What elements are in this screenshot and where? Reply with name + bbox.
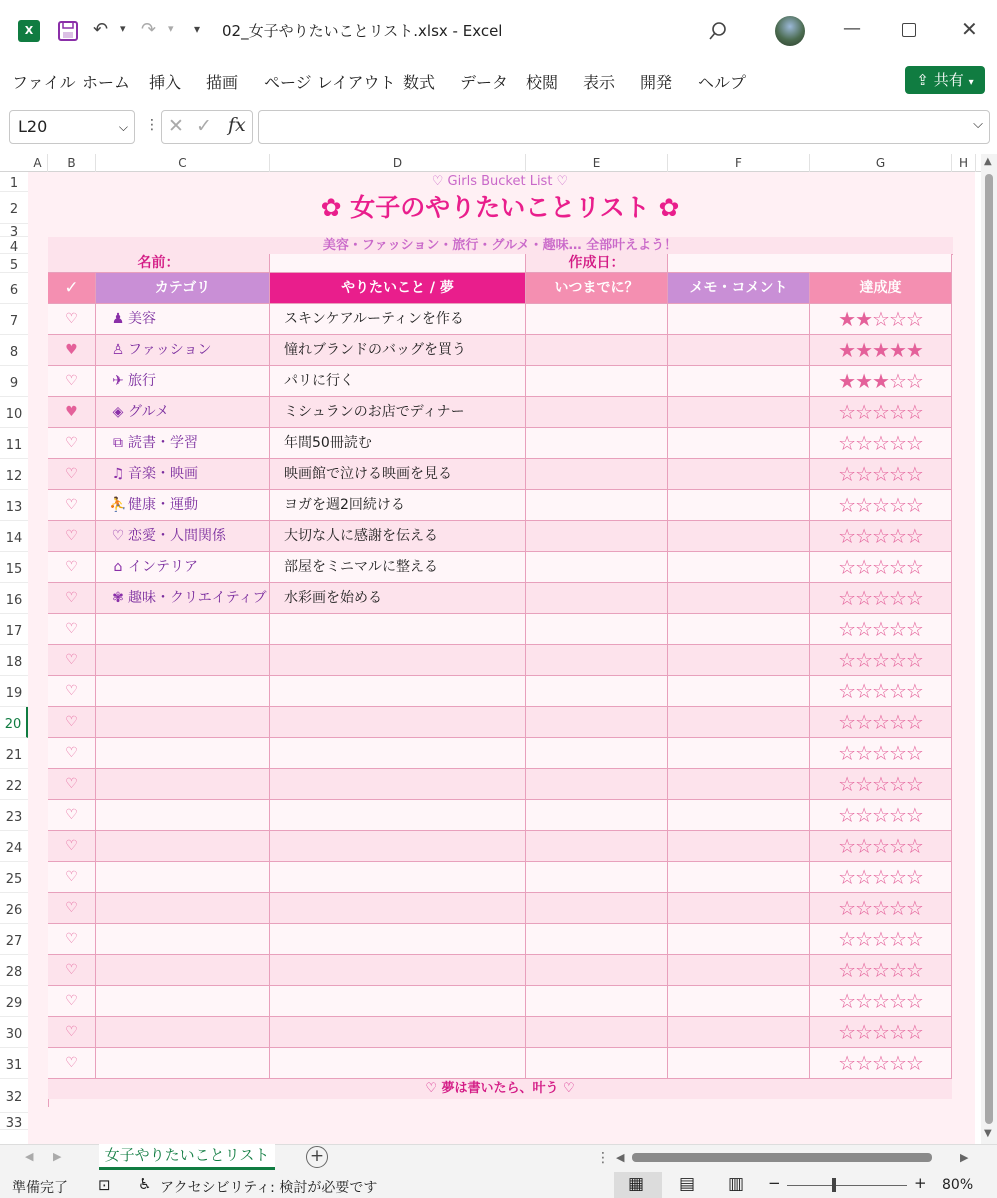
check-heart-icon[interactable]: ♡ (48, 862, 96, 893)
memo-cell[interactable] (668, 552, 810, 583)
formula-tools (161, 110, 253, 144)
footer-message[interactable]: ♡ 夢は書いたら、叶う ♡ (48, 1079, 952, 1099)
category-cell[interactable] (96, 800, 270, 831)
check-heart-icon[interactable]: ♡ (48, 1017, 96, 1048)
hscroll-right-icon[interactable]: ▶ (960, 1151, 969, 1164)
dream-cell[interactable] (270, 862, 526, 893)
row-headers (0, 172, 28, 1144)
deadline-cell[interactable] (526, 738, 668, 769)
progress-stars[interactable]: ☆☆☆☆☆ (810, 459, 952, 490)
category-cell[interactable] (96, 521, 270, 552)
category-cell[interactable] (96, 614, 270, 645)
row-header[interactable]: 12 (0, 459, 28, 490)
row-header[interactable]: 1 (0, 172, 28, 192)
minimize-icon[interactable]: — (843, 18, 861, 39)
progress-stars[interactable]: ☆☆☆☆☆ (810, 924, 952, 955)
check-heart-icon[interactable]: ♡ (48, 552, 96, 583)
header-category[interactable]: カテゴリ (96, 273, 270, 304)
share-button[interactable]: ⇪ 共有 ▾ (905, 66, 985, 94)
header-dream[interactable]: やりたいこと / 夢 (270, 273, 526, 304)
column-header[interactable]: H (952, 154, 976, 172)
check-heart-icon[interactable]: ♥ (48, 397, 96, 428)
dream-cell[interactable]: ヨガを週2回続ける (270, 490, 526, 521)
search-icon[interactable] (708, 21, 728, 41)
check-heart-icon[interactable]: ♡ (48, 769, 96, 800)
row-header[interactable]: 11 (0, 428, 28, 459)
scroll-up-icon[interactable]: ▲ (984, 156, 992, 167)
hscroll-left-icon[interactable]: ◀ (616, 1151, 625, 1164)
row-header[interactable]: 5 (0, 254, 28, 273)
check-heart-icon[interactable]: ♡ (48, 459, 96, 490)
dream-cell[interactable] (270, 800, 526, 831)
normal-view-icon[interactable]: ▦ (628, 1174, 645, 1194)
category-label: ファッション (128, 342, 212, 358)
category-cell[interactable] (96, 924, 270, 955)
memo-cell[interactable] (668, 800, 810, 831)
category-cell[interactable] (96, 1048, 270, 1079)
subtitle: 美容・ファッション・旅行・グルメ・趣味… 全部叶えよう！ (322, 238, 678, 253)
document-title: 02_女子やりたいことリスト.xlsx - Excel (222, 22, 503, 40)
column-header[interactable]: D (270, 154, 526, 172)
category-cell[interactable] (96, 304, 270, 335)
check-heart-icon[interactable]: ♥ (48, 335, 96, 366)
add-sheet-icon[interactable]: + (306, 1146, 328, 1168)
menu-developer[interactable]: 開発 (640, 73, 673, 92)
dream-cell[interactable] (270, 1048, 526, 1079)
row-header[interactable]: 31 (0, 1048, 28, 1079)
deadline-cell[interactable] (526, 1048, 668, 1079)
row-header[interactable]: 10 (0, 397, 28, 428)
category-cell[interactable] (96, 707, 270, 738)
category-icon: ✾ (112, 590, 124, 606)
category-cell[interactable] (96, 955, 270, 986)
category-cell[interactable] (96, 676, 270, 707)
column-header[interactable]: F (668, 154, 810, 172)
undo-icon[interactable]: ↶ (93, 19, 109, 40)
formula-expand-icon[interactable]: ⌵ (973, 117, 983, 132)
check-heart-icon[interactable]: ♡ (48, 831, 96, 862)
progress-stars[interactable]: ☆☆☆☆☆ (810, 955, 952, 986)
memo-cell[interactable] (668, 490, 810, 521)
progress-stars[interactable]: ☆☆☆☆☆ (810, 521, 952, 552)
progress-stars[interactable]: ☆☆☆☆☆ (810, 800, 952, 831)
deadline-cell[interactable] (526, 335, 668, 366)
progress-stars[interactable]: ★★☆☆☆ (810, 304, 952, 335)
row-header[interactable]: 25 (0, 862, 28, 893)
date-input-cell[interactable] (668, 254, 952, 273)
memo-cell[interactable] (668, 831, 810, 862)
dream-cell[interactable]: 年間50冊読む (270, 428, 526, 459)
category-label: 恋愛・人間関係 (128, 528, 226, 544)
tab-scroll-left-icon[interactable]: ◀ (25, 1150, 34, 1163)
row-header[interactable]: 15 (0, 552, 28, 583)
row-header[interactable]: 22 (0, 769, 28, 800)
category-cell[interactable] (96, 490, 270, 521)
zoom-out-icon[interactable]: − (768, 1174, 781, 1192)
check-heart-icon[interactable]: ♡ (48, 366, 96, 397)
deadline-cell[interactable] (526, 614, 668, 645)
deadline-cell[interactable] (526, 800, 668, 831)
category-cell[interactable] (96, 1017, 270, 1048)
dream-cell[interactable] (270, 831, 526, 862)
dream-cell[interactable]: 憧れブランドのバッグを買う (270, 335, 526, 366)
dream-cell[interactable] (270, 986, 526, 1017)
progress-stars[interactable]: ☆☆☆☆☆ (810, 428, 952, 459)
dream-cell[interactable] (270, 738, 526, 769)
memo-cell[interactable] (668, 1017, 810, 1048)
category-label: 趣味・クリエイティブ (128, 590, 267, 606)
name-label-cell[interactable]: 名前： (48, 254, 270, 273)
dream-cell[interactable] (270, 614, 526, 645)
row-header[interactable]: 27 (0, 924, 28, 955)
memo-cell[interactable] (668, 924, 810, 955)
deadline-cell[interactable] (526, 831, 668, 862)
column-header[interactable]: E (526, 154, 668, 172)
row-header[interactable]: 23 (0, 800, 28, 831)
deadline-cell[interactable] (526, 428, 668, 459)
deadline-cell[interactable] (526, 1017, 668, 1048)
column-header[interactable]: A (28, 154, 48, 172)
check-heart-icon[interactable]: ♡ (48, 1048, 96, 1079)
category-cell[interactable] (96, 583, 270, 614)
category-icon: ♟ (111, 311, 125, 327)
insert-function-icon[interactable]: fx (228, 114, 246, 136)
check-heart-icon[interactable]: ♡ (48, 490, 96, 521)
dream-cell[interactable] (270, 707, 526, 738)
category-label: グルメ (128, 404, 170, 420)
row-header[interactable]: 32 (0, 1079, 28, 1113)
row-header[interactable]: 24 (0, 831, 28, 862)
dream-cell[interactable] (270, 1017, 526, 1048)
row-header[interactable]: 21 (0, 738, 28, 769)
dream-cell[interactable]: スキンケアルーティンを作る (270, 304, 526, 335)
row-header[interactable]: 30 (0, 1017, 28, 1048)
save-icon[interactable] (58, 21, 78, 41)
check-heart-icon[interactable]: ♡ (48, 924, 96, 955)
category-icon: ⛹ (109, 497, 127, 513)
deadline-cell[interactable] (526, 304, 668, 335)
deadline-cell[interactable] (526, 366, 668, 397)
row-header[interactable]: 3 (0, 224, 28, 237)
header-deadline[interactable]: いつまでに？ (526, 273, 668, 304)
scroll-down-icon[interactable]: ▼ (984, 1128, 992, 1139)
category-icon: ⌂ (113, 559, 123, 575)
deadline-cell[interactable] (526, 924, 668, 955)
deadline-cell[interactable] (526, 459, 668, 490)
deadline-cell[interactable] (526, 707, 668, 738)
user-avatar[interactable] (775, 16, 805, 46)
undo-dropdown-icon[interactable]: ▾ (120, 22, 126, 35)
memo-cell[interactable] (668, 1048, 810, 1079)
name-box[interactable]: L20 ⌵ (9, 110, 135, 144)
memo-cell[interactable] (668, 986, 810, 1017)
menu-help[interactable]: ヘルプ (698, 73, 747, 92)
check-heart-icon[interactable]: ♡ (48, 304, 96, 335)
category-label: 美容 (128, 311, 156, 327)
category-cell[interactable] (96, 428, 270, 459)
category-icon: ◈ (112, 404, 124, 420)
zoom-in-icon[interactable]: + (914, 1174, 927, 1192)
dream-cell[interactable] (270, 645, 526, 676)
maximize-icon[interactable] (902, 23, 916, 37)
page-break-view-icon[interactable]: ▥ (728, 1174, 745, 1194)
column-header[interactable]: B (48, 154, 96, 172)
top-tag: ♡ Girls Bucket List ♡ (431, 174, 569, 189)
dream-cell[interactable]: 大切な人に感謝を伝える (270, 521, 526, 552)
progress-stars[interactable]: ☆☆☆☆☆ (810, 583, 952, 614)
category-cell[interactable] (96, 645, 270, 676)
row-header[interactable]: 33 (0, 1113, 28, 1130)
menu-draw[interactable]: 描画 (206, 73, 239, 92)
row-header[interactable]: 4 (0, 237, 28, 254)
row-header[interactable]: 16 (0, 583, 28, 614)
dream-cell[interactable] (270, 893, 526, 924)
menu-file[interactable]: ファイル (12, 73, 76, 92)
progress-stars[interactable]: ☆☆☆☆☆ (810, 769, 952, 800)
title-bar (0, 0, 997, 62)
memo-cell[interactable] (668, 676, 810, 707)
category-cell[interactable] (96, 738, 270, 769)
memo-cell[interactable] (668, 583, 810, 614)
dream-cell[interactable] (270, 676, 526, 707)
row-header[interactable]: 2 (0, 192, 28, 224)
row-header[interactable]: 29 (0, 986, 28, 1017)
progress-stars[interactable]: ★★★★★ (810, 335, 952, 366)
header-check[interactable]: ✓ (48, 273, 96, 304)
deadline-cell[interactable] (526, 769, 668, 800)
deadline-cell[interactable] (526, 583, 668, 614)
check-heart-icon[interactable]: ♡ (48, 614, 96, 645)
category-label: 読書・学習 (128, 435, 198, 451)
check-heart-icon[interactable]: ♡ (48, 676, 96, 707)
category-icon: ♙ (111, 342, 125, 358)
dream-cell[interactable]: 部屋をミニマルに整える (270, 552, 526, 583)
progress-stars[interactable]: ★★★☆☆ (810, 366, 952, 397)
row-header[interactable]: 20 (0, 707, 28, 738)
dream-cell[interactable]: ミシュランのお店でディナー (270, 397, 526, 428)
memo-cell[interactable] (668, 304, 810, 335)
check-heart-icon[interactable]: ♡ (48, 521, 96, 552)
zoom-slider-thumb[interactable] (832, 1178, 836, 1192)
menu-view[interactable]: 表示 (583, 73, 616, 92)
category-icon: ✈ (112, 373, 124, 389)
menu-page-layout[interactable]: ページ レイアウト (264, 73, 396, 92)
category-icon: ♫ (111, 466, 125, 482)
dream-cell[interactable]: 水彩画を始める (270, 583, 526, 614)
tab-scroll-right-icon[interactable]: ▶ (53, 1150, 62, 1163)
memo-cell[interactable] (668, 862, 810, 893)
category-cell[interactable] (96, 552, 270, 583)
menu-review[interactable]: 校閲 (526, 73, 559, 92)
row-header[interactable]: 19 (0, 676, 28, 707)
header-memo[interactable]: メモ・コメント (668, 273, 810, 304)
horizontal-scroll-thumb[interactable] (632, 1153, 932, 1162)
formula-bar-options-icon[interactable]: ⋮ (145, 117, 159, 133)
memo-cell[interactable] (668, 614, 810, 645)
menu-formulas[interactable]: 数式 (403, 73, 436, 92)
sheet-tab[interactable]: 女子やりたいことリスト (99, 1144, 275, 1170)
tab-split-icon[interactable]: ⋮ (596, 1150, 610, 1166)
category-cell[interactable] (96, 459, 270, 490)
redo-icon[interactable]: ↷ (141, 19, 157, 40)
dream-cell[interactable]: 映画館で泣ける映画を見る (270, 459, 526, 490)
category-icon: ⧉ (113, 435, 123, 451)
dream-cell[interactable] (270, 924, 526, 955)
deadline-cell[interactable] (526, 397, 668, 428)
memo-cell[interactable] (668, 397, 810, 428)
check-heart-icon[interactable]: ♡ (48, 428, 96, 459)
row-header[interactable]: 8 (0, 335, 28, 366)
check-heart-icon[interactable]: ♡ (48, 955, 96, 986)
row-header[interactable]: 17 (0, 614, 28, 645)
check-heart-icon[interactable]: ♡ (48, 707, 96, 738)
progress-stars[interactable]: ☆☆☆☆☆ (810, 986, 952, 1017)
worksheet-area[interactable] (28, 172, 975, 1144)
category-cell[interactable] (96, 335, 270, 366)
excel-logo-icon: X (18, 20, 40, 42)
progress-stars[interactable]: ☆☆☆☆☆ (810, 552, 952, 583)
redo-dropdown-icon[interactable]: ▾ (168, 22, 174, 35)
memo-cell[interactable] (668, 521, 810, 552)
accessibility-icon[interactable]: ♿ (138, 1175, 152, 1193)
deadline-cell[interactable] (526, 490, 668, 521)
progress-stars[interactable]: ☆☆☆☆☆ (810, 397, 952, 428)
progress-stars[interactable]: ☆☆☆☆☆ (810, 676, 952, 707)
category-cell[interactable] (96, 986, 270, 1017)
progress-stars[interactable]: ☆☆☆☆☆ (810, 893, 952, 924)
deadline-cell[interactable] (526, 552, 668, 583)
vertical-scrollbar[interactable] (981, 154, 997, 1144)
deadline-cell[interactable] (526, 676, 668, 707)
dream-cell[interactable] (270, 955, 526, 986)
category-cell[interactable] (96, 831, 270, 862)
row-header[interactable]: 26 (0, 893, 28, 924)
page-layout-view-icon[interactable]: ▤ (679, 1174, 696, 1194)
check-heart-icon[interactable]: ♡ (48, 645, 96, 676)
deadline-cell[interactable] (526, 893, 668, 924)
progress-stars[interactable]: ☆☆☆☆☆ (810, 862, 952, 893)
row-header[interactable]: 13 (0, 490, 28, 521)
row-header[interactable]: 14 (0, 521, 28, 552)
category-cell[interactable] (96, 893, 270, 924)
column-header[interactable]: C (96, 154, 270, 172)
formula-input[interactable] (258, 110, 990, 144)
column-headers (0, 154, 981, 172)
date-label-cell[interactable]: 作成日： (526, 254, 668, 273)
category-cell[interactable] (96, 366, 270, 397)
menu-home[interactable]: ホーム (82, 73, 131, 92)
row-header[interactable]: 9 (0, 366, 28, 397)
macro-record-icon[interactable]: ⊡ (98, 1176, 111, 1194)
dream-cell[interactable]: パリに行く (270, 366, 526, 397)
row-header[interactable]: 7 (0, 304, 28, 335)
memo-cell[interactable] (668, 335, 810, 366)
deadline-cell[interactable] (526, 521, 668, 552)
category-label: 旅行 (128, 373, 156, 389)
memo-cell[interactable] (668, 459, 810, 490)
share-dropdown-icon: ▾ (968, 77, 974, 88)
check-heart-icon[interactable]: ♡ (48, 800, 96, 831)
row-header[interactable]: 28 (0, 955, 28, 986)
memo-cell[interactable] (668, 707, 810, 738)
progress-stars[interactable]: ☆☆☆☆☆ (810, 831, 952, 862)
category-label: 音楽・映画 (128, 466, 198, 482)
row-header[interactable]: 18 (0, 645, 28, 676)
vertical-scroll-thumb[interactable] (985, 174, 993, 1124)
check-heart-icon[interactable]: ♡ (48, 986, 96, 1017)
status-ready: 準備完了 (12, 1180, 68, 1196)
zoom-level[interactable]: 80% (942, 1177, 974, 1193)
memo-cell[interactable] (668, 428, 810, 459)
zoom-slider[interactable] (787, 1185, 907, 1186)
row-header[interactable]: 6 (0, 273, 28, 304)
cancel-entry-icon[interactable]: ✕ (168, 115, 184, 137)
memo-cell[interactable] (668, 738, 810, 769)
name-box-dropdown-icon[interactable]: ⌵ (118, 120, 128, 134)
accessibility-status[interactable]: アクセシビリティ: 検討が必要です (160, 1180, 378, 1196)
category-cell[interactable] (96, 862, 270, 893)
share-icon: ⇪ (916, 71, 929, 89)
category-cell[interactable] (96, 397, 270, 428)
menu-data[interactable]: データ (460, 73, 509, 92)
progress-stars[interactable]: ☆☆☆☆☆ (810, 614, 952, 645)
category-cell[interactable] (96, 769, 270, 800)
memo-cell[interactable] (668, 893, 810, 924)
confirm-entry-icon[interactable]: ✓ (196, 115, 212, 137)
progress-stars[interactable]: ☆☆☆☆☆ (810, 490, 952, 521)
name-input-cell[interactable] (270, 254, 526, 273)
menu-insert[interactable]: 挿入 (149, 73, 182, 92)
memo-cell[interactable] (668, 645, 810, 676)
memo-cell[interactable] (668, 366, 810, 397)
deadline-cell[interactable] (526, 645, 668, 676)
memo-cell[interactable] (668, 955, 810, 986)
sheet-title: ✿ 女子のやりたいことリスト ✿ (320, 193, 680, 222)
category-label: 健康・運動 (128, 497, 198, 513)
header-progress[interactable]: 達成度 (810, 273, 952, 304)
check-heart-icon[interactable]: ♡ (48, 893, 96, 924)
deadline-cell[interactable] (526, 862, 668, 893)
column-header[interactable]: G (810, 154, 952, 172)
progress-stars[interactable]: ☆☆☆☆☆ (810, 1048, 952, 1079)
progress-stars[interactable]: ☆☆☆☆☆ (810, 1017, 952, 1048)
check-heart-icon[interactable]: ♡ (48, 583, 96, 614)
status-bar (0, 1172, 997, 1198)
deadline-cell[interactable] (526, 955, 668, 986)
memo-cell[interactable] (668, 769, 810, 800)
quick-access-customize-icon[interactable]: ▾ (194, 22, 201, 36)
category-label: インテリア (128, 559, 198, 575)
ribbon-menu (0, 62, 997, 100)
category-icon: ♡ (111, 528, 125, 544)
check-heart-icon[interactable]: ♡ (48, 738, 96, 769)
close-icon[interactable]: ✕ (961, 17, 978, 41)
progress-stars[interactable]: ☆☆☆☆☆ (810, 738, 952, 769)
deadline-cell[interactable] (526, 986, 668, 1017)
dream-cell[interactable] (270, 769, 526, 800)
progress-stars[interactable]: ☆☆☆☆☆ (810, 645, 952, 676)
progress-stars[interactable]: ☆☆☆☆☆ (810, 707, 952, 738)
